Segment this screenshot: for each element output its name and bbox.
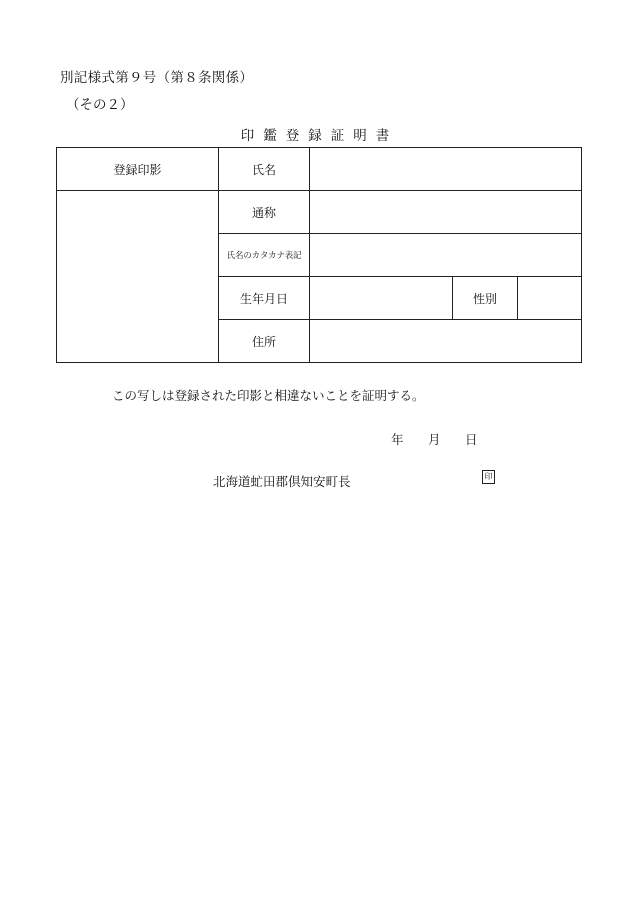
name-label: 氏名 (219, 148, 310, 191)
certificate-table (56, 147, 582, 363)
issuer-title: 北海道虻田郡倶知安町長 (213, 474, 351, 489)
address-label: 住所 (219, 320, 310, 363)
birthdate-label: 生年月日 (219, 277, 310, 320)
alias-label: 通称 (219, 191, 310, 234)
kana-value (310, 234, 582, 277)
sex-label: 性別 (453, 277, 518, 320)
seal-impression-area (57, 191, 219, 363)
alias-value (310, 191, 582, 234)
date-year-label: 年 (391, 432, 404, 447)
birthdate-value (310, 277, 453, 320)
name-value (310, 148, 582, 191)
address-value (310, 320, 582, 363)
form-sub-number: （その２） (66, 97, 134, 113)
seal-char: 印 (484, 472, 493, 481)
official-seal (482, 470, 495, 484)
certification-statement: この写しは登録された印影と相違ないことを証明する。 (112, 388, 425, 403)
document-title: 印鑑登録証明書 (240, 128, 399, 144)
date-month-label: 月 (428, 432, 441, 447)
sex-value (518, 277, 582, 320)
form-number: 別記様式第９号（第８条関係） (60, 70, 254, 86)
date-day-label: 日 (465, 432, 478, 447)
kana-label: 氏名のカタカナ表記 (219, 234, 310, 277)
seal-impression-label: 登録印影 (57, 148, 219, 191)
